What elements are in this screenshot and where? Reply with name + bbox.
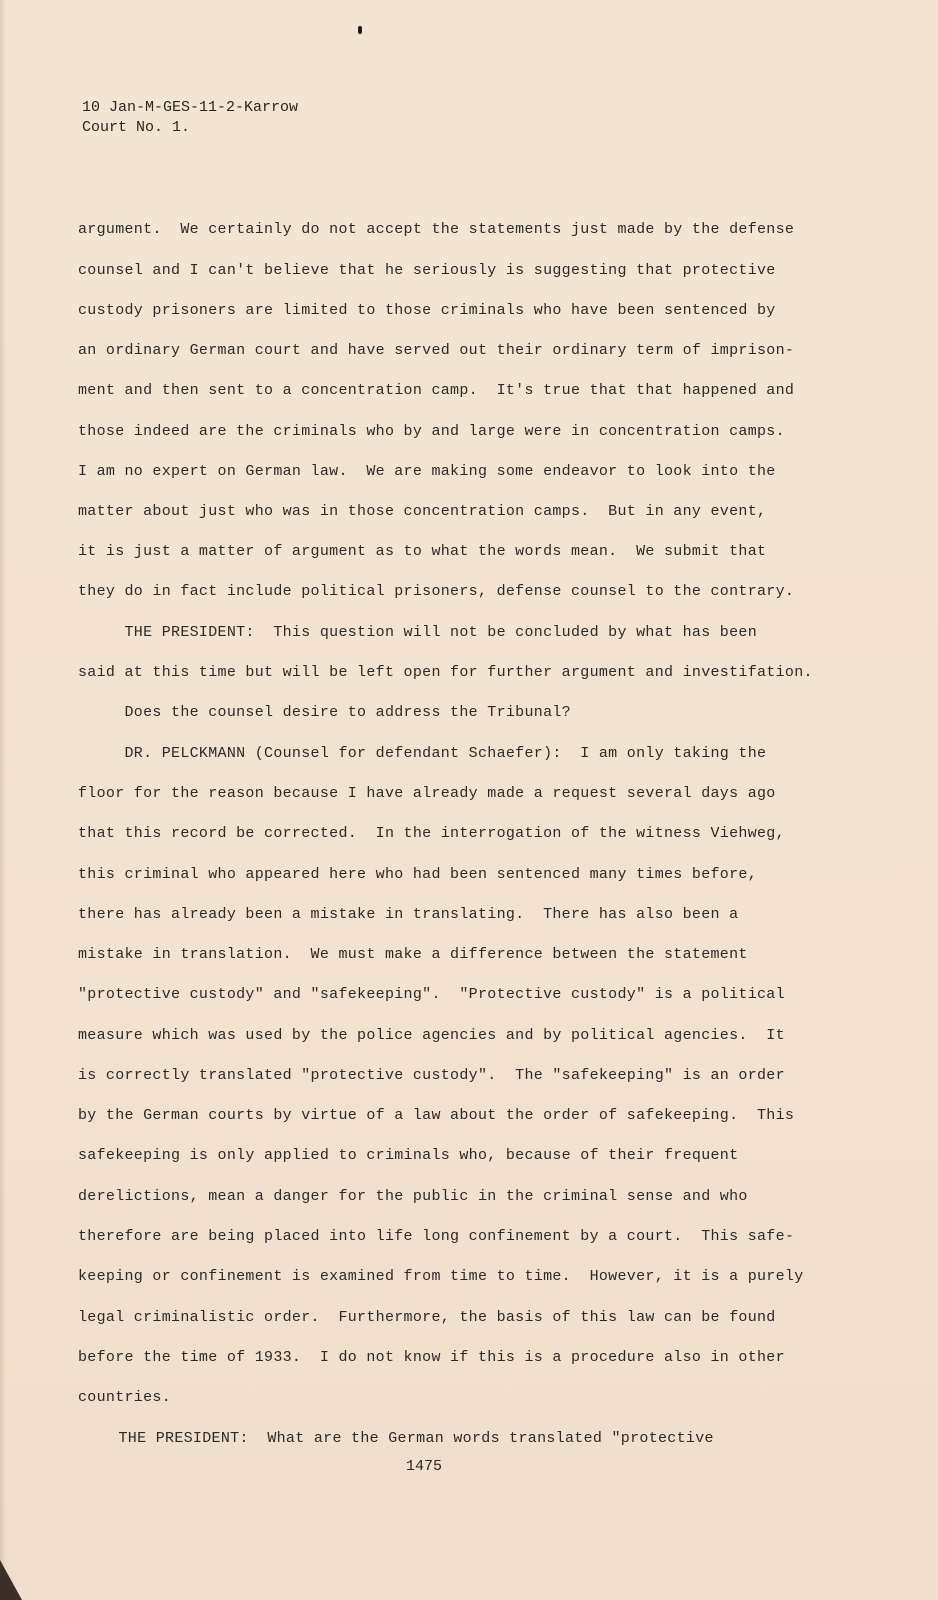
text-line: Does the counsel desire to address the Tribunal? — [78, 704, 571, 721]
text-line: an ordinary German court and have served out their ordinary term of imprison- — [78, 342, 795, 359]
text-line: countries. — [78, 1389, 172, 1406]
text-line: by the German courts by virtue of a law about the order of safekeeping. This — [78, 1107, 795, 1124]
text-line: custody prisoners are limited to those criminals who have been sentenced by — [78, 302, 776, 319]
text-line: mistake in translation. We must make a difference between the statement — [78, 946, 748, 963]
text-line: they do in fact include political prisoners, defense counsel to the contrary. — [78, 583, 795, 600]
document-header — [82, 98, 298, 138]
corner-mark — [0, 1560, 22, 1600]
text-line: before the time of 1933. I do not know if this is a procedure also in other — [78, 1349, 785, 1366]
text-line: said at this time but will be left open for further argument and investifation. — [78, 664, 813, 681]
page-edge-shadow — [0, 0, 6, 1600]
text-line: legal criminalistic order. Furthermore, the basis of this law can be found — [78, 1309, 776, 1326]
text-line: those indeed are the criminals who by and large were in concentration camps. — [78, 423, 785, 440]
punch-mark — [358, 26, 362, 34]
text-line: derelictions, mean a danger for the public in the criminal sense and who — [78, 1188, 748, 1205]
text-line: matter about just who was in those concentration camps. But in any event, — [78, 503, 767, 520]
text-line: THE PRESIDENT: What are the German words translated "protective — [72, 1430, 714, 1447]
text-line: floor for the reason because I have already made a request several days ago — [78, 785, 776, 802]
text-line: is correctly translated "protective custody". The "safekeeping" is an order — [78, 1067, 785, 1084]
page-number: 1475 — [406, 1458, 443, 1475]
text-line: argument. We certainly do not accept the statements just made by the defense — [78, 221, 795, 238]
text-line: measure which was used by the police agencies and by political agencies. It — [78, 1027, 785, 1044]
text-line: it is just a matter of argument as to what the words mean. We submit that — [78, 543, 767, 560]
text-line: "protective custody" and "safekeeping". "Protective custody" is a political — [78, 986, 785, 1003]
header-line-2: Court No. 1. — [82, 119, 191, 136]
text-line: there has already been a mistake in translating. There has also been a — [78, 906, 739, 923]
text-line: I am no expert on German law. We are making some endeavor to look into the — [78, 463, 776, 480]
text-line: ment and then sent to a concentration camp. It's true that that happened and — [78, 382, 795, 399]
text-line: keeping or confinement is examined from time to time. However, it is a purely — [78, 1268, 804, 1285]
text-line: counsel and I can't believe that he seriously is suggesting that protective — [78, 262, 776, 279]
text-line: DR. PELCKMANN (Counsel for defendant Schaefer): I am only taking the — [78, 745, 767, 762]
text-line: therefore are being placed into life long confinement by a court. This safe- — [78, 1228, 795, 1245]
header-line-1: 10 Jan-M-GES-11-2-Karrow — [82, 99, 299, 116]
text-line: this criminal who appeared here who had been sentenced many times before, — [78, 866, 758, 883]
text-line: safekeeping is only applied to criminals who, because of their frequent — [78, 1147, 739, 1164]
text-line: THE PRESIDENT: This question will not be concluded by what has been — [78, 624, 758, 641]
text-line: that this record be corrected. In the interrogation of the witness Viehweg, — [78, 825, 785, 842]
